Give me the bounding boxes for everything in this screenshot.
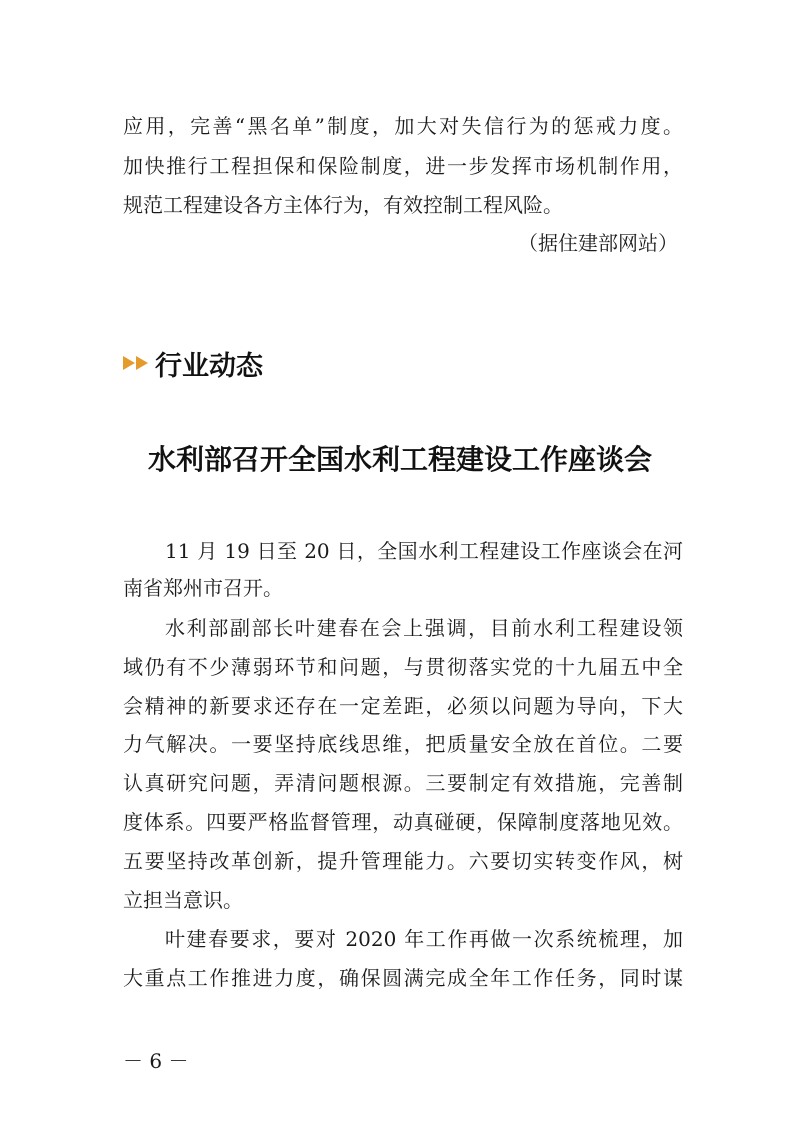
body-line-9: 五要坚持改革创新，提升管理能力。六要切实转变作风，树: [123, 849, 683, 873]
top-line-3: 规范工程建设各方主体行为，有效控制工程风险。: [123, 193, 563, 217]
double-triangle-arrow-icon: [123, 356, 149, 370]
source-citation: （据住建部网站）: [518, 231, 678, 255]
body-line-3: 水利部副部长叶建春在会上强调，目前水利工程建设领: [165, 616, 683, 640]
section-title: 行业动态: [155, 350, 263, 382]
body-line-7: 认真研究问题，弄清问题根源。三要制定有效措施，完善制: [123, 771, 683, 795]
body-line-6: 力气解决。一要坚持底线思维，把质量安全放在首位。二要: [123, 732, 683, 756]
section-header: [123, 343, 263, 383]
body-line-11: 叶建春要求，要对 2020 年工作再做一次系统梳理，加: [165, 927, 683, 951]
body-line-1: 11 月 19 日至 20 日，全国水利工程建设工作座谈会在河: [165, 539, 683, 563]
body-line-4: 域仍有不少薄弱环节和问题，与贯彻落实党的十九届五中全: [123, 655, 683, 679]
top-line-2: 加快推行工程担保和保险制度，进一步发挥市场机制作用，: [123, 154, 683, 178]
page-number: － 6 －: [123, 1049, 189, 1073]
body-line-2: 南省郑州市召开。: [123, 576, 283, 600]
top-line-1: 应用，完善“黑名单”制度，加大对失信行为的惩戒力度。: [123, 114, 683, 138]
body-line-12: 大重点工作推进力度，确保圆满完成全年工作任务，同时谋: [123, 966, 683, 990]
body-line-8: 度体系。四要严格监督管理，动真碰硬，保障制度落地见效。: [123, 810, 683, 834]
body-line-5: 会精神的新要求还存在一定差距，必须以问题为导向，下大: [123, 694, 683, 718]
article-headline: 水利部召开全国水利工程建设工作座谈会: [147, 443, 652, 476]
body-line-10: 立担当意识。: [123, 888, 243, 912]
